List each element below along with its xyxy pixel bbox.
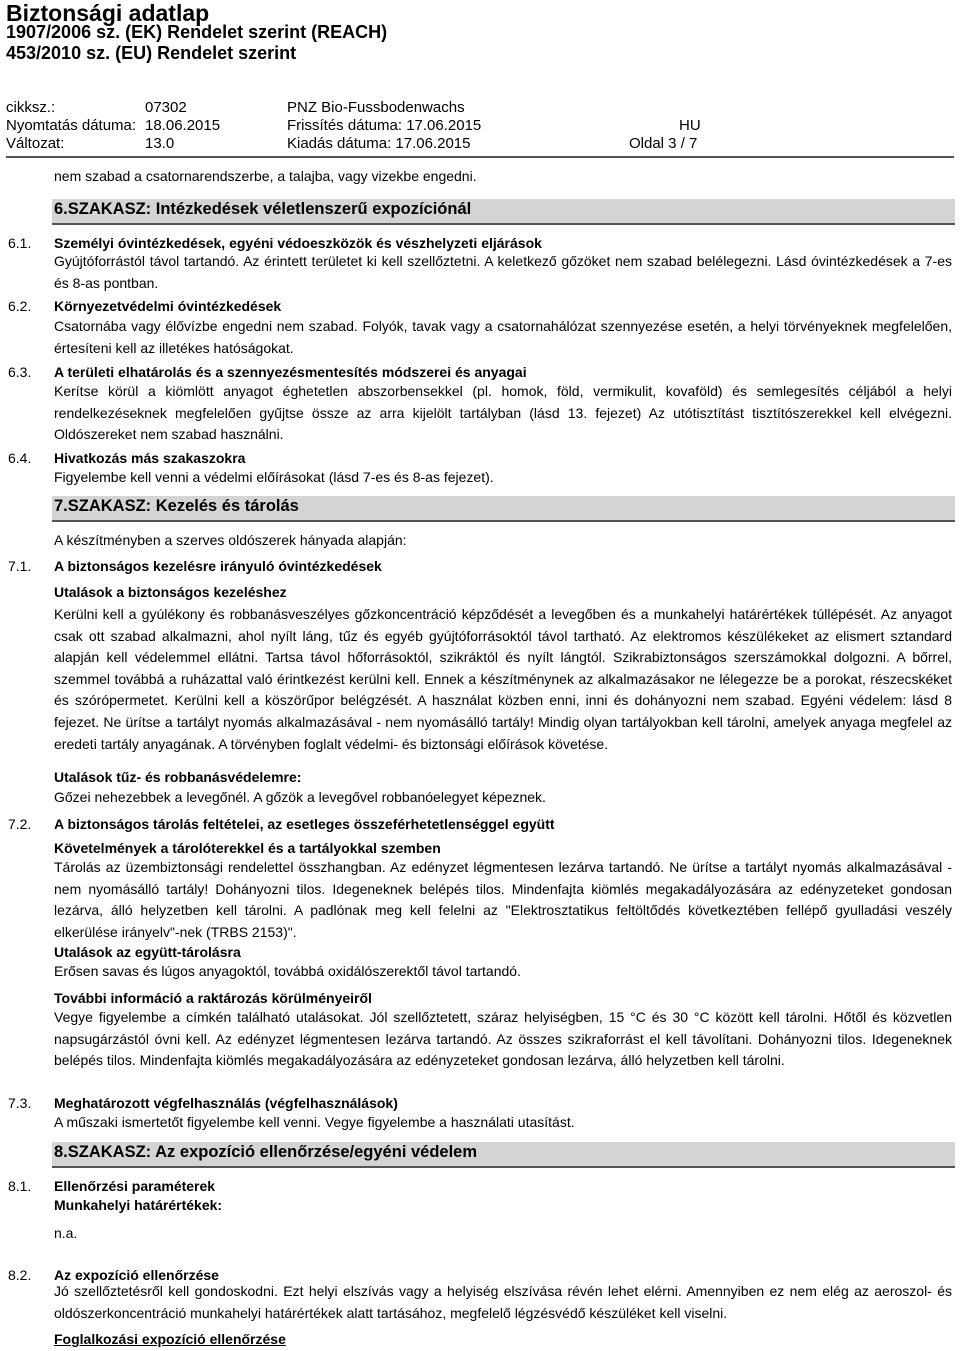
product-name: PNZ Bio-Fussbodenwachs: [287, 99, 465, 116]
subheading: További információ a raktározás körülményeiről: [54, 990, 372, 1006]
subsection-number: 7.1.: [8, 558, 32, 574]
subheading: Utalások a biztonságos kezeléshez: [54, 584, 287, 600]
paragraph: Tárolás az üzembiztonsági rendelettel összhangban. Az edényzet légmentesen lezárva tartandó. Ne ürítse a tartályt nyomás alkalmazásával - nem nyomásálló tartály! Dohányozni tilos. Idegeneknek belépés tilos. Mindenfajta kiömlés megakadályozására az edényzeteket gondosan lezárva, álló helyzetben kell tárolni. A padlónak meg kell felelni az "Elektrosztatikus feltöltődés következtében fellépő gyulladási veszély elkerülése irányelv"-nek (TRBS 2153)".: [54, 859, 952, 940]
subsection-number: 6.3.: [8, 364, 32, 380]
subsection-heading: A biztonságos kezelésre irányuló óvintézkedések: [54, 558, 382, 574]
subsection-number: 6.4.: [8, 450, 32, 466]
carryover-text: nem szabad a csatornarendszerbe, a talajba, vagy vizekbe engedni.: [54, 168, 477, 184]
version-label: Változat:: [6, 135, 65, 152]
paragraph: Csatornába vagy élővízbe engedni nem szabad. Folyók, tavak vagy a csatornahálózat szennyezése esetén, a helyi törvényeknek megfelelően, értesíteni kell az illetékes hatóságokat.: [54, 318, 952, 356]
subheading: Követelmények a tárolóterekkel és a tartályokkal szemben: [54, 840, 441, 856]
refresh-date: Frissítés dátuma: 17.06.2015: [287, 117, 482, 134]
subsection-heading: A területi elhatárolás és a szennyezésmentesítés módszerei és anyagai: [54, 364, 527, 380]
paragraph: Erősen savas és lúgos anyagoktól, továbbá oxidálószerektől távol tartandó.: [54, 963, 521, 979]
subsection-number: 6.2.: [8, 298, 32, 314]
subsection-heading: Hivatkozás más szakaszokra: [54, 450, 246, 466]
subsection-heading: Környezetvédelmi óvintézkedések: [54, 298, 282, 314]
section-6-title: 6.SZAKASZ: Intézkedések véletlenszerű expozíciónál: [54, 200, 472, 218]
subsection-number: 7.2.: [8, 816, 32, 832]
paragraph: Figyelembe kell venni a védelmi előírásokat (lásd 7-es és 8-as fejezet).: [54, 469, 494, 485]
page-number: Oldal 3 / 7: [629, 135, 698, 152]
subsection-number: 7.3.: [8, 1095, 32, 1111]
item-number: 07302: [145, 99, 187, 116]
subsection-heading: Ellenőrzési paraméterek: [54, 1178, 216, 1194]
subheading: Munkahelyi határértékek:: [54, 1197, 223, 1213]
subsection-heading: A biztonságos tárolás feltételei, az esetleges összeférhetetlenséggel együtt: [54, 816, 555, 832]
print-date: 18.06.2015: [145, 117, 221, 134]
language-code: HU: [679, 117, 701, 134]
section-7-intro: A készítményben a szerves oldószerek hányada alapján:: [54, 532, 407, 548]
subsection-number: 8.1.: [8, 1178, 32, 1194]
na-value: n.a.: [54, 1225, 78, 1241]
regulation-line-2: 453/2010 sz. (EU) Rendelet szerint: [6, 43, 297, 63]
version-number: 13.0: [145, 135, 175, 152]
subsection-heading: Személyi óvintézkedések, egyéni védoeszközök és vészhelyzeti eljárások: [54, 235, 542, 251]
paragraph: Gőzei nehezebbek a levegőnél. A gőzök a levegővel robbanóelegyet képeznek.: [54, 789, 546, 805]
subheading: Utalások tűz- és robbanásvédelemre:: [54, 769, 302, 785]
subsection-heading: Meghatározott végfelhasználás (végfelhasználások): [54, 1095, 398, 1111]
section-7-bar: [52, 496, 955, 522]
section-7-title: 7.SZAKASZ: Kezelés és tárolás: [54, 497, 299, 515]
subheading: Utalások az együtt-tárolásra: [54, 944, 241, 960]
print-date-label: Nyomtatás dátuma:: [6, 117, 137, 134]
section-8-title: 8.SZAKASZ: Az expozíció ellenőrzése/egyéni védelem: [54, 1143, 478, 1161]
subsection-number: 8.2.: [8, 1267, 32, 1283]
section-8-bar: [52, 1142, 955, 1168]
subsection-heading: Az expozíció ellenőrzése: [54, 1267, 219, 1283]
paragraph: Kerítse körül a kiömlött anyagot éghetetlen abszorbensekkel (pl. homok, föld, vermikulit, kovaföld) és semlegesítés céljából a helyi rendelkezéseknek megfelelően gyűjtse össze az arra kijelölt tartályban (lásd 13. fejezet) Az utótisztítást tisztítószerekkel kell elvégezni. Oldószereket nem szabad használni.: [54, 383, 952, 443]
document-title: Biztonsági adatlap: [6, 0, 210, 26]
regulation-line-1: 1907/2006 sz. (EK) Rendelet szerint (REACH): [6, 22, 388, 42]
item-number-label: cikksz.:: [6, 99, 56, 116]
paragraph: Gyújtóforrástól távol tartandó. Az érintett területet ki kell szellőztetni. A keletkező gőzöket nem szabad belélegezni. Lásd óvintézkedések a 7-es és 8-as pontban.: [54, 253, 952, 291]
paragraph: Jó szellőztetésről kell gondoskodni. Ezt helyi elszívás vagy a helyiség elszívása révén lehet elérni. Amennyiben ez nem elég az aeroszol- és oldószerkoncentráció munkahelyi határértékek alatt tartásához, megfelelő légzésvédő készüléket kell viselni.: [54, 1283, 952, 1321]
issue-date: Kiadás dátuma: 17.06.2015: [287, 135, 471, 152]
section-6-bar: [52, 199, 955, 225]
paragraph: A műszaki ismertetőt figyelembe kell venni. Vegye figyelembe a használati utasítást.: [54, 1114, 575, 1130]
subsection-number: 6.1.: [8, 235, 32, 251]
paragraph: Vegye figyelembe a címkén található utalásokat. Jól szellőztetett, száraz helyiségben, 15 °C és 30 °C között kell tárolni. Hőtől és közvetlen napsugárzástól óvni kell. Az edényzet légmentesen lezárva tartandó. Az összes szikraforrást el kell távolítani. Dohányozni tilos. Idegeneknek belépés tilos. Mindenfajta kiömlés megakadályozására az edényzeteket gondosan lezárva, álló helyzetben kell tárolni.: [54, 1009, 952, 1069]
subheading: Foglalkozási expozíció ellenőrzése: [54, 1331, 286, 1347]
header-divider: [6, 156, 954, 158]
paragraph: Kerülni kell a gyúlékony és robbanásveszélyes gőzkoncentráció képződését a levegőben és a munkahelyi határértékek túllépését. Az anyagot csak ott szabad alkalmazni, ahol nyílt láng, tűz és egyéb gyújtóforrásoktól távol tartható. Az elektromos készülékeket az elismert sztandard alapján kell védelemmel ellátni. Tartsa távol hőforrásoktól, szikráktól és nyílt lángtól. Szikrabiztonságos szerszámokkal dolgozni. A bőrrel, szemmel továbbá a ruházattal való érintkezést kerülni kell. Ennek a készítménynek az alkalmazásakor ne lélegezze be a porokat, részecskéket és szórópermetet. Kerülni kell a köszörűpor belégzését. A használat közben enni, inni és dohányozni nem szabad. Egyéni védelem: lásd 8 fejezet. Ne ürítse a tartályt nyomás alkalmazásával - nem nyomásálló tartály! Mindig olyan tartályokban kell tárolni, amelyek anyaga megfelel az eredeti tartály anyagának. A törvényben foglalt védelmi- és biztonsági előírások követése.: [54, 606, 952, 752]
